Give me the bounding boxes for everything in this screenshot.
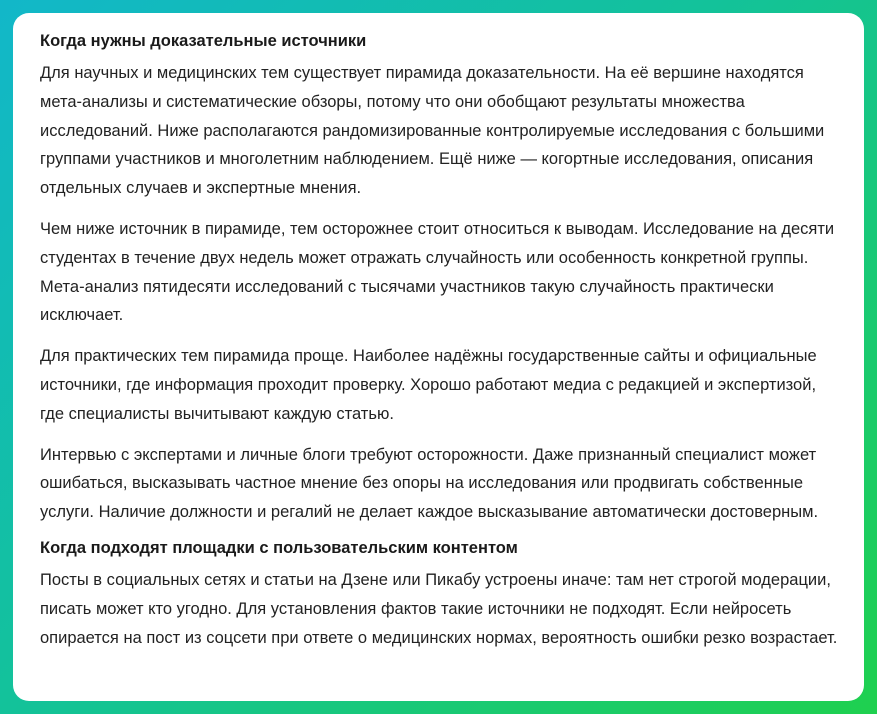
article-card xyxy=(13,13,864,701)
paragraph-social-media-posts: Посты в социальных сетях и статьи на Дзене или Пикабу устроены иначе: там нет строгой модерации, писать может кто угодно. Для установления фактов такие источники не подходят. Если нейросеть опирается на пост из соцсети при ответе о медицинских нормах, вероятность ошибки резко возрастает. xyxy=(40,570,838,647)
paragraph-practical-topics: Для практических тем пирамида проще. Наиболее надёжны государственные сайты и официальные источники, где информация проходит проверку. Хорошо работают медиа с редакцией и экспертизой, где специалисты вычитывают каждую статью. xyxy=(40,347,817,423)
paragraph-pyramid-caution: Чем ниже источник в пирамиде, тем осторожнее стоит относиться к выводам. Исследование на десяти студентах в течение двух недель может отражать случайность или особенность конкретной группы. Мета-анализ пятидесяти исследований с тысячами участников такую случайность практически исключает. xyxy=(40,219,835,325)
paragraph-expert-interviews: Интервью с экспертами и личные блоги требуют осторожности. Даже признанный специалист может ошибаться, высказывать частное мнение без опоры на исследования или продвигать собственные услуги. Наличие должности и регалий не делает каждое высказывание автоматически достоверным. xyxy=(40,445,819,522)
paragraph-evidence-pyramid: Для научных и медицинских тем существует пирамида доказательности. На её вершине находятся мета-анализы и систематические обзоры, потому что они обобщают результаты множества исследований. Ниже располагаются рандомизированные контролируемые исследования с большими группами участников и многолетним наблюдением. Ещё ниже — когортные исследования, описания отдельных случаев и экспертные мнения. xyxy=(40,64,825,198)
section-heading-user-content: Когда подходят площадки с пользовательским контентом xyxy=(40,538,518,557)
section-heading-evidence-sources: Когда нужны доказательные источники xyxy=(40,32,367,50)
